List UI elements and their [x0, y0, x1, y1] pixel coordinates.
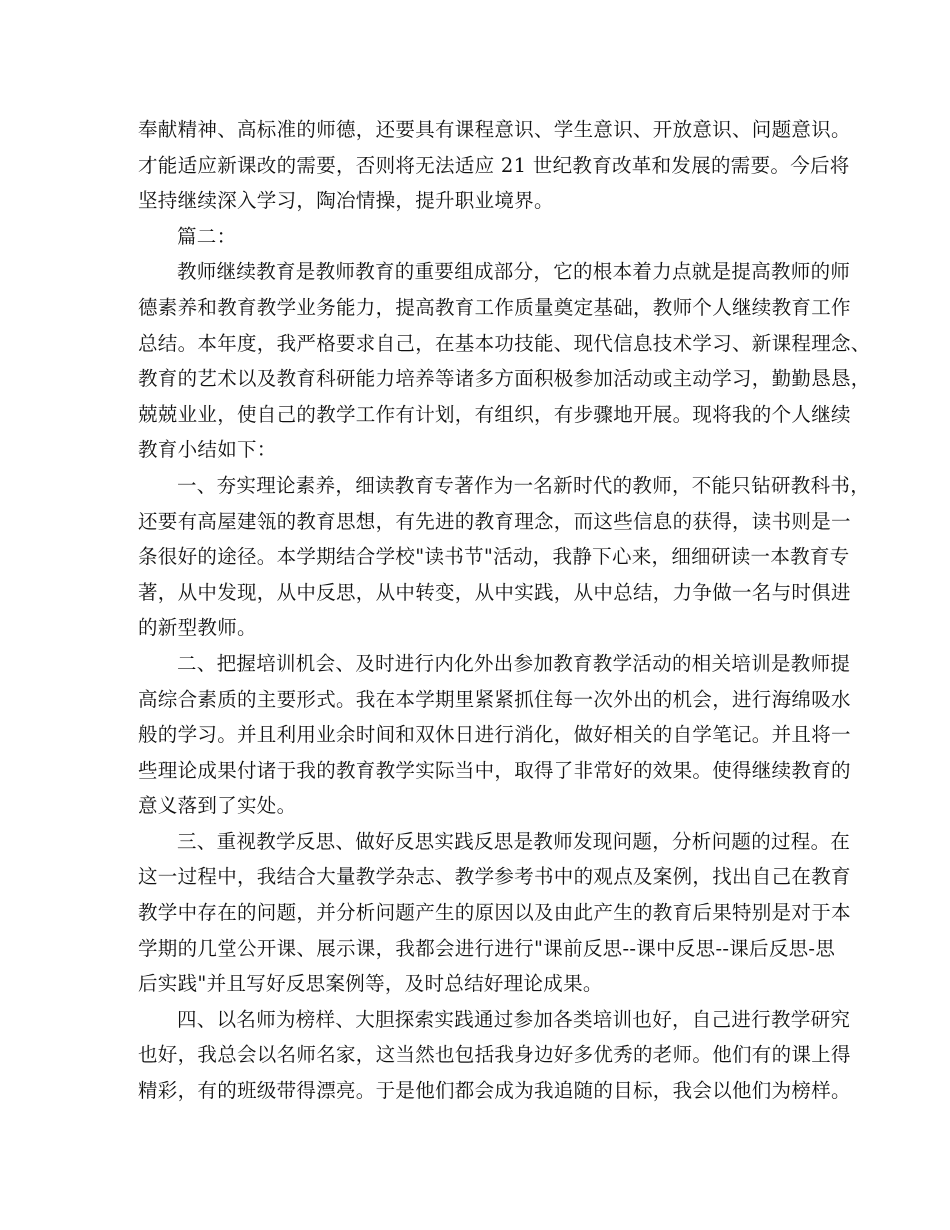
section-heading: 篇二： [177, 224, 237, 248]
text-line: 还要有高屋建瓴的教育思想，有先进的教育理念，而这些信息的获得，读书则是一 [138, 509, 851, 533]
text-line: 坚持继续深入学习，陶冶情操，提升职业境界。 [138, 189, 554, 213]
text-line: 教育小结如下： [138, 438, 277, 462]
text-line: 也好，我总会以名师名家，这当然也包括我身边好多优秀的老师。他们有的课上得 [138, 1043, 851, 1067]
text-line: 这一过程中，我结合大量教学杂志、教学参考书中的观点及案例，找出自己在教育 [138, 865, 851, 889]
text-line: 教育的艺术以及教育科研能力培养等诸多方面积极参加活动或主动学习，勤勤恳恳， [138, 367, 871, 391]
text-line: 条很好的途径。本学期结合学校"读书节"活动，我静下心来，细细研读一本教育专 [138, 545, 850, 569]
text-line: 总结。本年度，我严格要求自己，在基本功技能、现代信息技术学习、新课程理念、 [138, 331, 871, 355]
text-line: 三、重视教学反思、做好反思实践反思是教师发现问题，分析问题的过程。在 [177, 829, 851, 853]
text-line: 二、把握培训机会、及时进行内化外出参加教育教学活动的相关培训是教师提 [177, 651, 851, 675]
text-line: 高综合素质的主要形式。我在本学期里紧紧抓住每一次外出的机会，进行海绵吸水 [138, 687, 851, 711]
text-line: 才能适应新课改的需要，否则将无法适应 21 世纪教育改革和发展的需要。今后将 [138, 153, 850, 177]
text-line: 般的学习。并且利用业余时间和双休日进行消化，做好相关的自学笔记。并且将一 [138, 723, 851, 747]
text-line: 教师继续教育是教师教育的重要组成部分，它的根本着力点就是提高教师的师 [177, 260, 851, 284]
text-line: 四、以名师为榜样、大胆探索实践通过参加各类培训也好，自己进行教学研究 [177, 1007, 851, 1031]
document-body [138, 112, 871, 1109]
text-line: 些理论成果付诸于我的教育教学实际当中，取得了非常好的效果。使得继续教育的 [138, 758, 851, 782]
text-line: 学期的几堂公开课、展示课，我都会进行进行"课前反思--课中反思--课后反思-思 [138, 936, 836, 960]
text-line: 著，从中发现，从中反思，从中转变，从中实践，从中总结，力争做一名与时俱进 [138, 580, 851, 604]
text-line: 后实践"并且写好反思案例等，及时总结好理论成果。 [138, 972, 603, 996]
text-line: 意义落到了实处。 [138, 794, 297, 818]
text-line: 德素养和教育教学业务能力，提高教育工作质量奠定基础，教师个人继续教育工作 [138, 295, 851, 319]
text-line: 奉献精神、高标准的师德，还要具有课程意识、学生意识、开放意识、问题意识。 [138, 118, 851, 141]
text-line: 的新型教师。 [138, 616, 257, 640]
text-line: 教学中存在的问题，并分析问题产生的原因以及由此产生的教育后果特别是对于本 [138, 901, 851, 925]
text-line: 一、夯实理论素养，细读教育专著作为一名新时代的教师，不能只钻研教科书， [177, 473, 871, 497]
text-line: 兢兢业业，使自己的教学工作有计划，有组织，有步骤地开展。现将我的个人继续 [138, 402, 851, 426]
text-line: 精彩，有的班级带得漂亮。于是他们都会成为我追随的目标，我会以他们为榜样。 [138, 1079, 851, 1103]
